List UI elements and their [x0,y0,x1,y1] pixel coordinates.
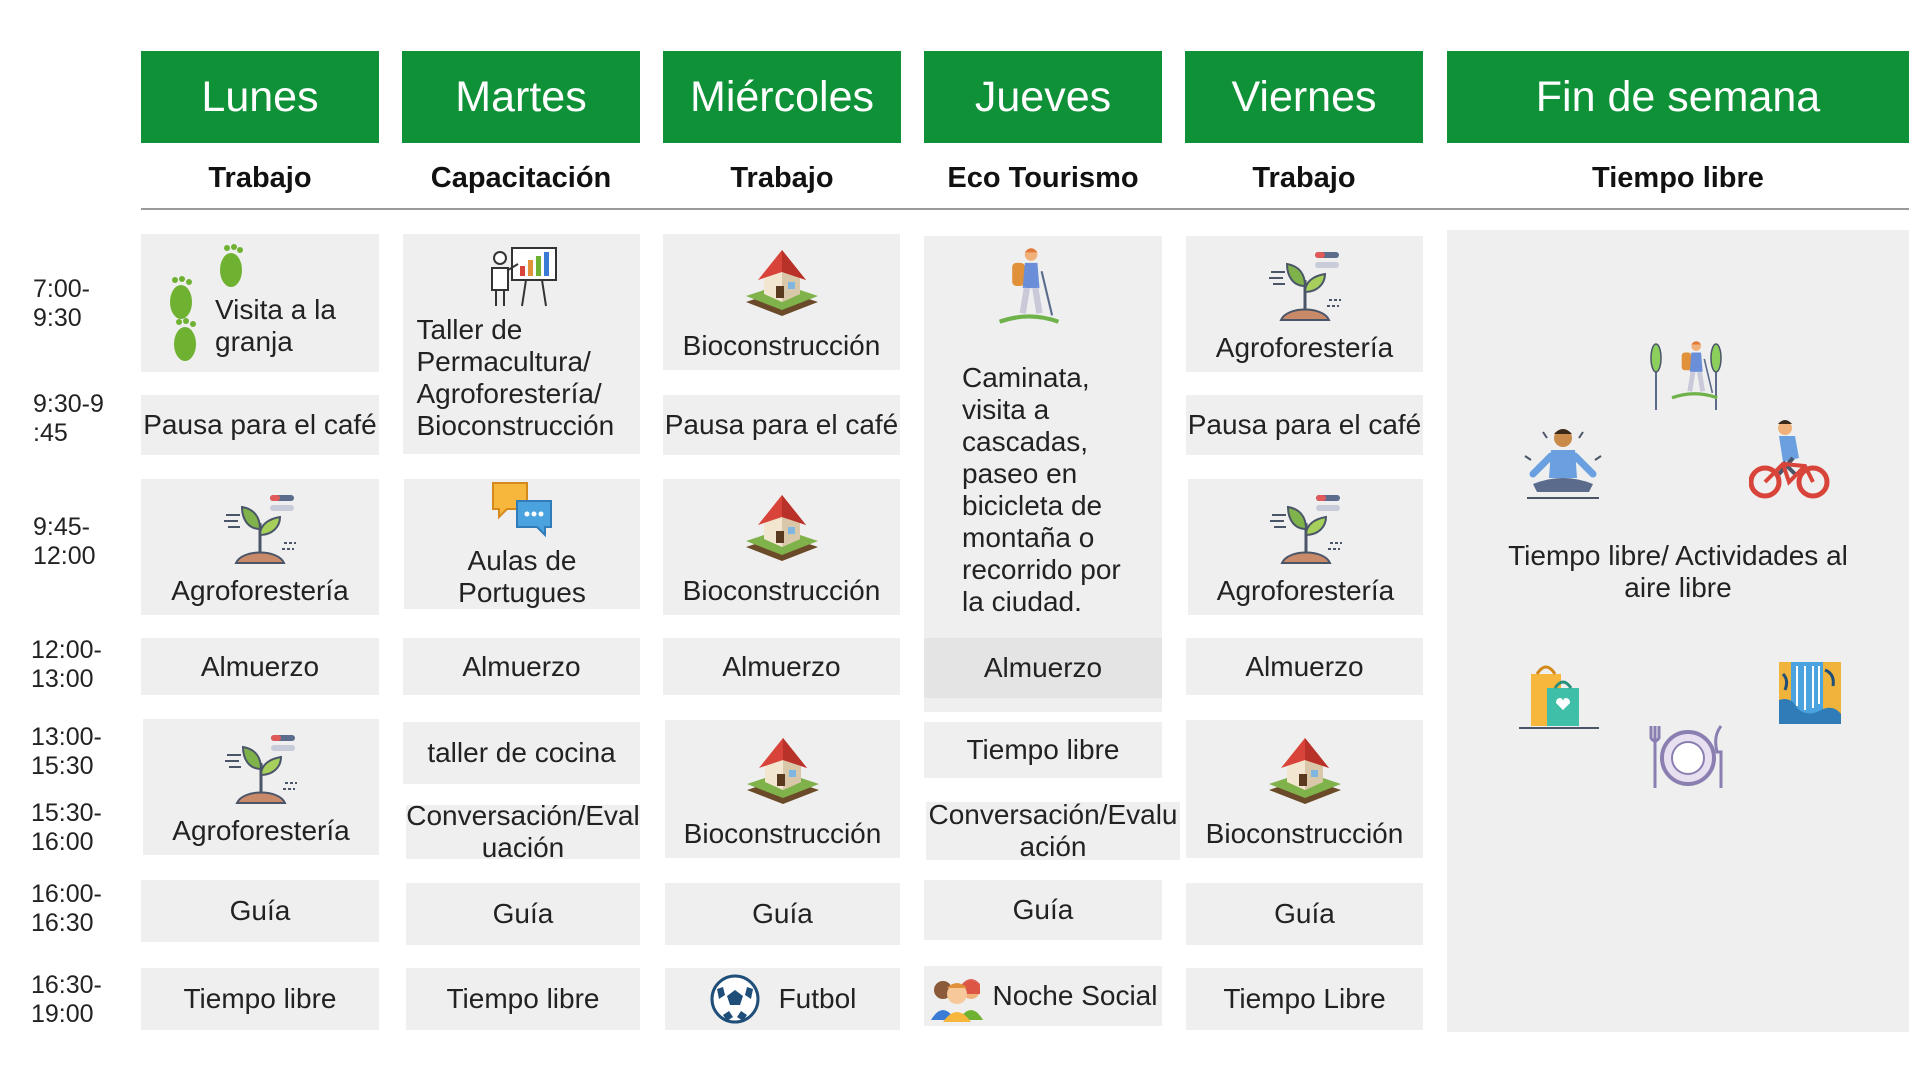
dinner-plate-icon [1649,722,1727,792]
plant-icon [221,729,301,809]
subtitle-wednesday: Trabajo [730,161,834,194]
day-header-thursday [924,51,1162,143]
activity-coffee-break [141,395,379,455]
header-divider [141,208,1909,210]
activity-hike-description: Caminata, visita a cascadas, paseo en bicicleta de montaña o recorrido por la ciudad. [962,362,1121,617]
cell-label: Conversación/Evaluación [928,802,1178,860]
cell-label: Tiempo libre [446,983,600,1014]
time-label: 12:00- 13:00 [31,636,102,693]
activity-bioconstruction [663,234,900,370]
activity-free-time [924,722,1162,778]
cell-label: Guía [1274,898,1335,929]
activity-guide [924,880,1162,940]
cell-label: Tiempo libre [966,734,1120,765]
activity-agroforestry [141,479,379,615]
activity-lunch [1186,638,1423,695]
shopping-bag-icon [1517,660,1601,730]
day-label: Jueves [974,72,1112,121]
hiker-icon [996,244,1062,328]
cell-label: Guía [1012,894,1074,925]
cell-label: Bioconstrucción [683,818,882,849]
cell-label: Conversación/Evaluación [406,805,640,859]
activity-agroforestry [1186,236,1423,372]
activity-soccer [665,968,900,1030]
day-header-weekend [1447,51,1909,143]
cell-label: Almuerzo [200,650,320,682]
time-label: 16:30- 19:00 [31,971,102,1028]
activity-lunch [141,638,379,695]
activity-bioconstruction [663,479,900,615]
day-header-friday [1185,51,1423,143]
cell-label: Guía [752,898,813,929]
activity-lunch [403,638,640,695]
cell-label: Agroforestería [1216,575,1395,606]
cell-label: Pausa para el café [664,409,899,440]
cell-label: Futbol [778,983,857,1014]
time-label: 9:30-9 :45 [33,390,104,447]
cell-label: Noche Social [992,980,1158,1011]
day-label: Viernes [1231,72,1377,121]
activity-bioconstruction [1186,720,1423,858]
activity-guide [665,883,900,945]
day-label: Lunes [201,72,319,121]
cell-label: Agroforestería [1215,332,1394,363]
weekend-panel [1447,230,1909,1032]
cell-label: Tiempo libre [183,983,337,1014]
cell-label: Almuerzo [1245,650,1364,682]
subtitle-tuesday: Capacitación [430,161,612,194]
cell-label: Bioconstrucción [682,575,881,606]
day-label: Martes [455,72,587,121]
activity-agroforestry [143,719,379,855]
cell-label: Guía [492,898,554,929]
activity-guide [141,880,379,942]
cell-label: Bioconstrucción [682,330,881,361]
cell-label: Aulas de Portugues [458,545,586,608]
subtitle-thursday: Eco Tourismo [947,161,1139,194]
house-icon [742,244,822,324]
activity-free-time [1186,968,1423,1030]
activity-free-time [141,968,379,1030]
hiking-icon [1650,338,1722,414]
activity-conversation [406,805,640,859]
activity-free-time [406,968,640,1030]
plant-icon [220,489,300,569]
chat-bubbles-icon [489,479,555,539]
meditation-icon [1523,426,1603,502]
activity-portuguese-class [404,479,640,609]
house-icon [743,732,823,812]
plant-icon [1266,489,1346,569]
cell-label: Agroforestería [172,815,350,846]
activity-agroforestry [1188,479,1423,615]
soccer-ball-icon [709,973,761,1025]
activity-guide [406,883,640,945]
cell-label: Almuerzo [722,650,841,682]
day-header-wednesday [663,51,901,143]
activity-farm-visit [141,234,379,372]
activity-workshop [403,234,640,454]
time-label: 7:00- 9:30 [33,275,90,332]
subtitle-monday: Trabajo [208,161,312,194]
cell-label: Almuerzo [462,650,581,682]
cell-label: Guía [229,895,291,926]
day-header-monday [141,51,379,143]
cycling-icon [1749,418,1831,502]
activity-conversation [926,802,1180,860]
cell-label: Tiempo Libre [1223,983,1386,1014]
time-label: 15:30- 16:00 [31,799,102,856]
subtitle-friday: Trabajo [1252,161,1356,194]
activity-coffee-break [663,395,900,455]
plant-icon [1265,246,1345,326]
time-label: 16:00- 16:30 [31,880,102,937]
subtitle-weekend: Tiempo libre [1592,161,1764,194]
cell-label: Almuerzo [983,652,1103,683]
cell-label: Agroforestería [171,575,349,606]
activity-guide [1186,883,1423,945]
day-header-tuesday [402,51,640,143]
activity-bioconstruction [665,720,900,858]
house-icon [742,489,822,569]
waterfall-icon [1777,660,1843,726]
time-label: 9:45- 12:00 [33,513,96,570]
activity-lunch [924,638,1162,698]
activity-lunch [663,638,900,695]
cell-label: Pausa para el café [1187,409,1422,440]
weekend-label: Tiempo libre/ Actividades al aire libre [1508,540,1848,603]
time-label: 13:00- 15:30 [31,723,102,780]
cell-label: Visita a la granja [215,294,336,357]
house-icon [1265,732,1345,812]
presentation-icon [486,244,558,308]
activity-social-night [924,966,1162,1026]
cell-label: Pausa para el café [143,409,377,440]
activity-cooking-workshop [403,722,640,784]
people-group-icon [929,970,985,1022]
cell-label: taller de cocina [427,737,616,768]
cell-label: Bioconstrucción [1205,818,1404,849]
cell-label: Taller de Permacultura/ Agroforestería/ Bioconstrucción [416,314,615,441]
day-label: Miércoles [690,72,874,121]
activity-coffee-break [1186,395,1423,455]
day-label: Fin de semana [1535,72,1821,121]
